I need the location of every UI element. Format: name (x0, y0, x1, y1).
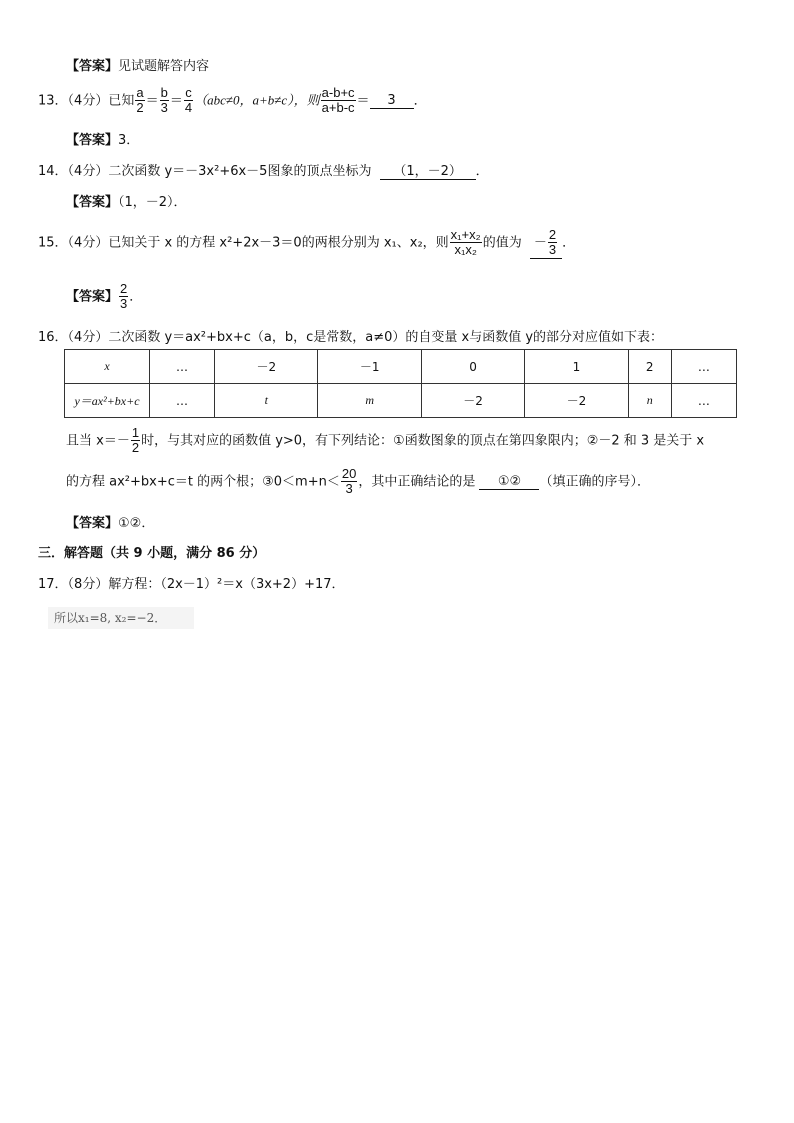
table-cell: 2 (628, 350, 671, 384)
table-row-x (65, 350, 737, 384)
table-row-y (65, 384, 737, 418)
table-cell: … (150, 384, 215, 418)
table-cell: m (318, 384, 421, 418)
value-table (64, 349, 737, 418)
answer-13 (66, 129, 139, 148)
q16-line-3 (66, 467, 650, 497)
q15-answer-blank: － $\frac{2}{3}$ (530, 228, 562, 259)
section-heading: 三．解答题（共 9 小题，满分 86 分） (38, 546, 266, 561)
answer-text: （1，－2）． (118, 195, 187, 210)
q16-line-2b: 时，与其对应的函数值 y>0，有下列结论：①函数图象的顶点在第四象限内；②－2 和 3 是关于 x (141, 433, 705, 449)
question-16 (38, 326, 663, 345)
table-cell: －1 (318, 350, 421, 384)
table-cell: 1 (525, 350, 628, 384)
q15-after: 的值为 (482, 235, 522, 251)
answer-text: 3． (118, 133, 140, 148)
q16-line-2a: 且当 x＝－ (66, 433, 130, 449)
q14-answer-blank: （1，－2） (380, 160, 476, 180)
q16-line-3b: ，其中正确结论的是 (358, 474, 476, 490)
table-cell: t (215, 384, 318, 418)
answer-tag: 【答案】 (66, 195, 119, 210)
q14-text: 14．（4分）二次函数 y＝－3x²+6x－5图象的顶点坐标为 (38, 164, 372, 179)
fraction-expression: $\frac{a-b+c}{a+b-c}$ (321, 85, 355, 116)
q16-line-2 (66, 426, 704, 456)
table-cell: … (150, 350, 215, 384)
table-cell: －2 (215, 350, 318, 384)
q13-answer-blank: 3 (370, 93, 414, 109)
answer-tag: 【答案】 (66, 59, 119, 74)
table-cell: －2 (525, 384, 628, 418)
answer-15 (66, 282, 142, 312)
answer-16 (66, 512, 154, 531)
answer-tag: 【答案】 (66, 289, 119, 305)
fraction-sum-over-product: $\frac{\text{x₁+x₂}}{\text{x₁x₂}}$ (450, 227, 481, 258)
answer-fraction: $\frac{2}{3}$ (120, 281, 128, 312)
question-14 (38, 160, 489, 180)
question-15 (38, 228, 575, 259)
q16-line-3c: （填正确的序号）． (539, 474, 650, 490)
equals-sign: ＝ (356, 93, 370, 109)
q13-prefix: 13．（4分）已知 (38, 93, 135, 109)
answer-text: 见试题解答内容 (118, 59, 210, 74)
q13-condition: （abc≠0，a+b≠c），则 (194, 92, 320, 108)
q16-text: 16．（4分）二次函数 y＝ax²+bx+c（a，b，c是常数，a≠0）的自变量 x与函数值 y的部分对应值如下表： (38, 330, 664, 345)
answer-text: ①②． (118, 516, 155, 531)
q15-text: 15．（4分）已知关于 x 的方程 x²+2x－3＝0的两根分别为 x₁、x₂，则 (38, 235, 449, 251)
solution-image: 所以x₁=8, x₂=−2． (48, 607, 194, 629)
table-cell: … (671, 350, 736, 384)
table-cell: x (65, 350, 150, 384)
q16-answer-blank: ①② (479, 474, 539, 490)
q14-end: ． (475, 164, 489, 179)
fraction-one-half: $\frac{1}{2}$ (131, 425, 140, 456)
fraction-c-over-4: $\frac{c}{4}$ (184, 85, 193, 116)
q13-end: ． (413, 93, 427, 109)
fraction-twenty-thirds: $\frac{20}{3}$ (341, 466, 357, 497)
table-cell: n (628, 384, 671, 418)
question-13: 13．（4分）已知 $\frac{a}{2}$ ＝ $\frac{b}{3}$ ＝ $\frac{c}{4}$ （abc≠0，a+b≠c），则 $\frac{a-b+c}{a+b-c}$ ＝ 3 ． (38, 85, 427, 116)
fraction-b-over-3: $\frac{b}{3}$ (160, 85, 168, 116)
answer-end: ． (129, 289, 143, 305)
q15-end: ． (562, 235, 576, 251)
question-17 (38, 573, 345, 592)
table-cell: －2 (421, 384, 524, 418)
answer-12 (66, 55, 209, 74)
answer-tag: 【答案】 (66, 133, 119, 148)
q16-line-3a: 的方程 ax²+bx+c＝t 的两个根；③0＜m+n＜ (66, 474, 340, 490)
table-cell: … (671, 384, 736, 418)
answer-14 (66, 191, 187, 210)
answer-tag: 【答案】 (66, 516, 119, 531)
table-cell: 0 (421, 350, 524, 384)
table-cell: y＝ax²+bx+c (65, 384, 150, 418)
q17-text: 17．（8分）解方程：（2x－1）²＝x（3x+2）+17． (38, 577, 345, 592)
fraction-a-over-2: $\frac{a}{2}$ (136, 85, 144, 116)
